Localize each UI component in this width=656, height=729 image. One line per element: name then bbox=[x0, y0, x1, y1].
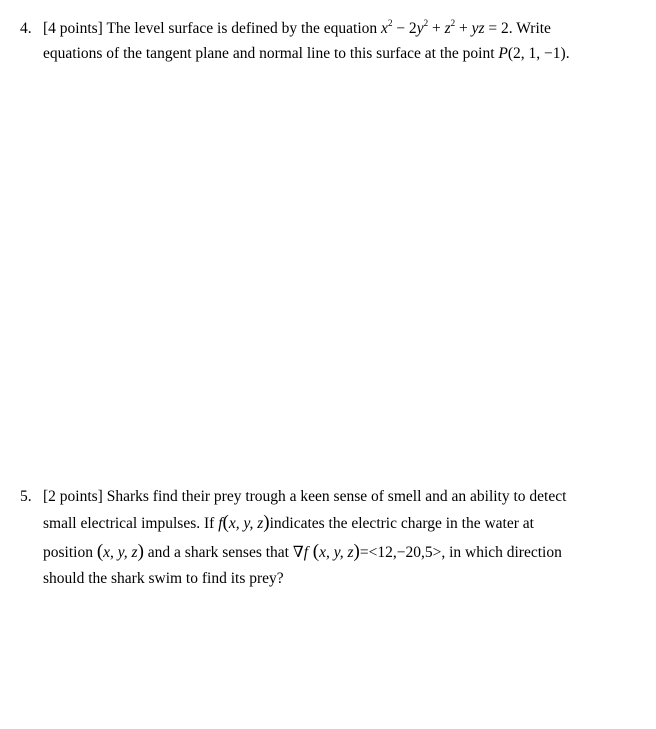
eq-plus-1: + bbox=[428, 20, 445, 37]
eq-exp-y: 2 bbox=[423, 18, 429, 28]
eq-plus-2: + bbox=[455, 20, 472, 37]
problem-5-line-2-pre: small electrical impulses. If bbox=[43, 515, 215, 532]
problem-4-points: [4 points] bbox=[43, 20, 103, 37]
problem-5-line-1-text: Sharks find their prey trough a keen sense of smell and an ability to detect bbox=[106, 488, 567, 505]
level-surface-equation bbox=[381, 20, 509, 37]
problem-5-line-4-text: should the shark swim to find its prey? bbox=[43, 570, 284, 587]
eq-x: x bbox=[381, 20, 388, 37]
eq-exp-x: 2 bbox=[387, 18, 393, 28]
problem-4-number: 4. bbox=[20, 20, 32, 37]
problem-5-line-1 bbox=[43, 488, 566, 506]
position-vars: x, y, z bbox=[103, 544, 138, 561]
problem-4-after-eq: . Write bbox=[508, 20, 551, 37]
gradient-value: =<12,−20,5> bbox=[359, 544, 442, 561]
problem-4-line-1 bbox=[43, 20, 551, 38]
gradient-f: f bbox=[303, 544, 308, 561]
problem-5-line-3-pre: position bbox=[43, 544, 93, 561]
nabla-symbol: ∇ bbox=[292, 544, 304, 561]
point-label: P bbox=[498, 45, 508, 62]
problem-5-points: [2 points] bbox=[43, 488, 103, 505]
eq-minus-two: − 2 bbox=[392, 20, 417, 37]
eq-rhs: = 2 bbox=[484, 20, 509, 37]
eq-y: y bbox=[416, 20, 424, 37]
eq-yz: yz bbox=[471, 20, 485, 37]
problem-5-line-2: small electrical impulses. If f(x, y, z)indicates the electric charge in the water at bbox=[43, 512, 534, 533]
problem-4-line-2-text: equations of the tangent plane and normal line to this surface at the point bbox=[43, 45, 495, 62]
eq-z: z bbox=[444, 20, 451, 37]
problem-5-line-2-post: indicates the electric charge in the water at bbox=[269, 515, 534, 532]
function-vars: x, y, z bbox=[228, 515, 264, 532]
gradient-vars: x, y, z bbox=[319, 544, 354, 561]
problem-4-intro: The level surface is defined by the equation bbox=[106, 20, 378, 37]
problem-5-number: 5. bbox=[20, 488, 32, 505]
point-coords: (2, 1, −1). bbox=[507, 45, 570, 62]
problem-4-line-2 bbox=[43, 45, 570, 63]
problem-5-line-3-post: , in which direction bbox=[441, 544, 562, 561]
problem-5-line-3-mid: and a shark senses that bbox=[147, 544, 289, 561]
eq-exp-z: 2 bbox=[450, 18, 456, 28]
function-f: f bbox=[218, 515, 223, 532]
problem-5-line-4 bbox=[43, 570, 284, 588]
problem-5-line-3: position (x, y, z) and a shark senses that ∇f (x, y, z)=<12,−20,5>, in which direction bbox=[43, 541, 562, 562]
